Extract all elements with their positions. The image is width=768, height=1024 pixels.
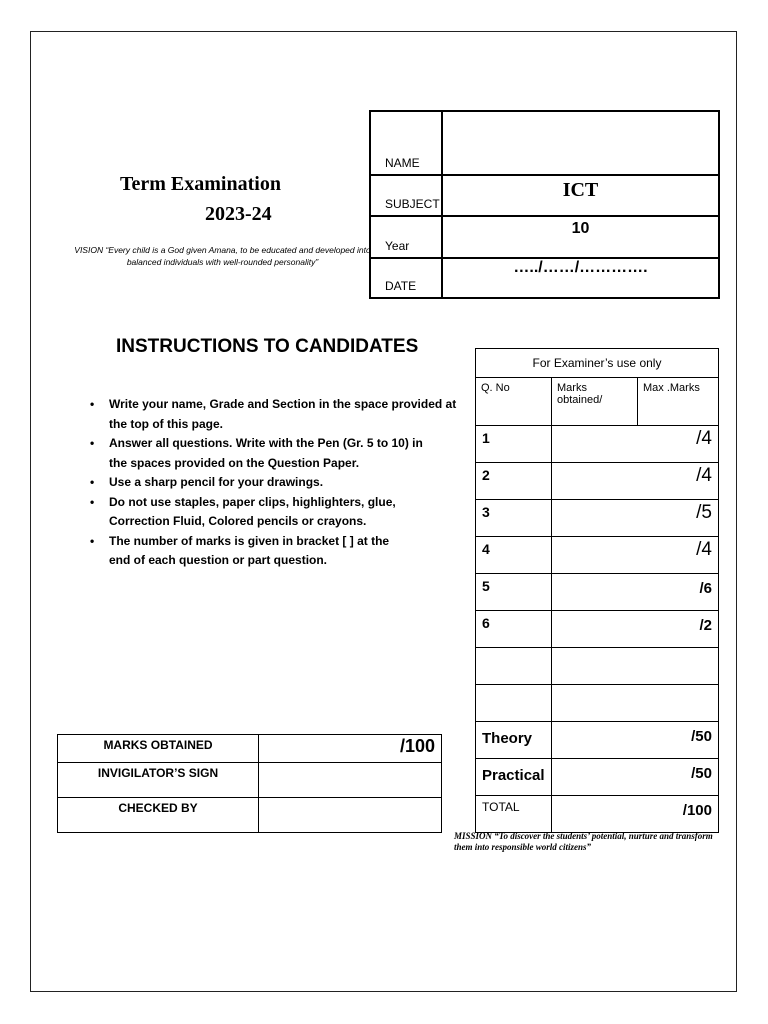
question-number (476, 685, 552, 722)
total-marks-cell[interactable]: /100 (552, 796, 719, 833)
checked-by-field[interactable] (259, 798, 442, 833)
total-label: TOTAL (476, 796, 552, 833)
year-value: 10 (442, 216, 719, 258)
theory-label: Theory (476, 722, 552, 759)
invigilator-sign-field[interactable] (259, 763, 442, 798)
question-number: 3 (476, 500, 552, 537)
instructions-list (88, 395, 468, 571)
name-label: NAME (370, 111, 442, 175)
instruction-item: • Write your name, Grade and Section in the space provided at the top of this page. (88, 395, 459, 434)
marks-cell[interactable]: /2 (552, 611, 719, 648)
instructions-heading: INSTRUCTIONS TO CANDIDATES (116, 336, 419, 357)
col-qno: Q. No (476, 378, 552, 426)
date-field[interactable]: …../……/…………. (442, 258, 719, 298)
year-label: Year (370, 216, 442, 258)
examiner-heading: For Examiner’s use only (476, 349, 719, 378)
question-number: 6 (476, 611, 552, 648)
question-number (476, 648, 552, 685)
marks-cell[interactable]: /4 (552, 537, 719, 574)
instruction-item: • Use a sharp pencil for your drawings. (88, 473, 468, 493)
exam-title: Term Examination (120, 173, 281, 195)
marks-cell[interactable] (552, 685, 719, 722)
subject-value: ICT (442, 175, 719, 216)
practical-marks-cell[interactable]: /50 (552, 759, 719, 796)
question-number: 2 (476, 463, 552, 500)
marks-obtained-label: MARKS OBTAINED (58, 735, 259, 763)
subject-label: SUBJECT (370, 175, 442, 216)
col-obtained: Marks obtained/ (552, 378, 638, 426)
question-number: 1 (476, 426, 552, 463)
instruction-item: • Do not use staples, paper clips, highlighters, glue, Correction Fluid, Colored pencils or crayons. (88, 493, 409, 532)
mission-statement: MISSION “To discover the students’ potential, nurture and transform them into responsible world citizens” (454, 831, 713, 852)
marks-summary-table (57, 734, 442, 833)
practical-label: Practical (476, 759, 552, 796)
vision-statement: VISION “Every child is a God given Amana, to be educated and developed into balanced individuals with well-rounded personality” (74, 245, 371, 267)
invigilator-sign-label: INVIGILATOR’S SIGN (58, 763, 259, 798)
marks-cell[interactable]: /4 (552, 426, 719, 463)
theory-marks-cell[interactable]: /50 (552, 722, 719, 759)
marks-cell[interactable]: /6 (552, 574, 719, 611)
candidate-info-table (369, 110, 720, 299)
date-label: DATE (370, 258, 442, 298)
question-number: 5 (476, 574, 552, 611)
col-max: Max .Marks (638, 378, 719, 426)
exam-year: 2023-24 (205, 203, 272, 225)
marks-cell[interactable] (552, 648, 719, 685)
marks-obtained-field[interactable]: /100 (259, 735, 442, 763)
instruction-item: • The number of marks is given in bracket [ ] at the end of each question or part question. (88, 532, 409, 571)
marks-cell[interactable]: /5 (552, 500, 719, 537)
question-number: 4 (476, 537, 552, 574)
instruction-item: • Answer all questions. Write with the Pen (Gr. 5 to 10) in the spaces provided on the Question Paper. (88, 434, 439, 473)
name-field[interactable] (442, 111, 719, 175)
marks-cell[interactable]: /4 (552, 463, 719, 500)
examiner-table (475, 348, 719, 833)
checked-by-label: CHECKED BY (58, 798, 259, 833)
